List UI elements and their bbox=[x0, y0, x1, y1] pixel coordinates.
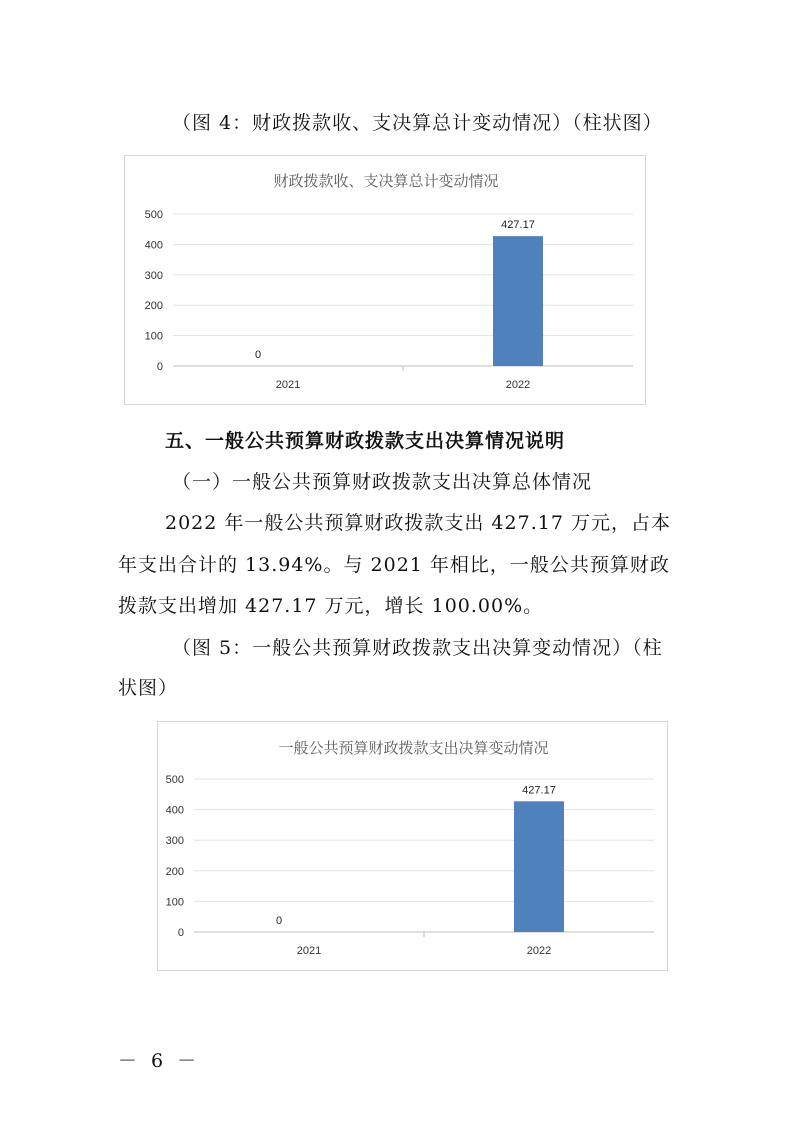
x-tick-label: 2021 bbox=[296, 945, 322, 957]
y-tick-label: 100 bbox=[165, 896, 184, 909]
y-tick-label: 100 bbox=[144, 330, 163, 343]
x-tick-label: 2021 bbox=[275, 379, 301, 391]
chart-1-svg bbox=[125, 156, 647, 406]
y-tick-label: 0 bbox=[156, 361, 163, 373]
figure-5-caption-line-1: （图 5：一般公共预算财政拨款支出决算变动情况）（柱 bbox=[172, 637, 663, 659]
section-5-heading: 五、一般公共预算财政拨款支出决算情况说明 bbox=[165, 430, 566, 452]
data-label: 427.17 bbox=[522, 784, 556, 797]
y-tick-label: 500 bbox=[165, 774, 184, 786]
page-number: － 6 － bbox=[118, 1050, 201, 1072]
x-tick-label: 2022 bbox=[526, 945, 552, 957]
data-label: 0 bbox=[254, 349, 262, 361]
chart-2-svg bbox=[158, 722, 669, 972]
chart-title: 一般公共预算财政拨款支出决算变动情况 bbox=[278, 739, 549, 757]
y-tick-label: 400 bbox=[144, 239, 163, 252]
x-tick-label: 2022 bbox=[505, 379, 531, 391]
figure-5-caption-line-2: 状图） bbox=[118, 677, 179, 699]
paragraph-line-3: 拨款支出增加 427.17 万元，增长 100.00%。 bbox=[118, 595, 544, 617]
figure-4-caption: （图 4：财政拨款收、支决算总计变动情况）（柱状图） bbox=[172, 112, 663, 134]
chart-title: 财政拨款收、支决算总计变动情况 bbox=[273, 172, 499, 190]
y-tick-label: 300 bbox=[144, 269, 163, 282]
y-tick-label: 300 bbox=[165, 835, 184, 848]
y-tick-label: 200 bbox=[144, 300, 163, 313]
data-label: 0 bbox=[275, 915, 283, 927]
y-tick-label: 200 bbox=[165, 865, 184, 878]
y-tick-label: 500 bbox=[144, 209, 163, 221]
paragraph-line-2: 年支出合计的 13.94%。与 2021 年相比，一般公共预算财政 bbox=[118, 554, 670, 576]
paragraph-line-1: 2022 年一般公共预算财政拨款支出 427.17 万元，占本 bbox=[165, 512, 671, 534]
data-label: 427.17 bbox=[501, 219, 535, 232]
bar-2022 bbox=[493, 236, 543, 366]
bar-2022 bbox=[514, 801, 564, 932]
chart-1 bbox=[124, 155, 646, 405]
y-tick-label: 0 bbox=[177, 927, 184, 939]
chart-2 bbox=[157, 721, 668, 971]
y-tick-label: 400 bbox=[165, 804, 184, 817]
subsection-1-heading: （一）一般公共预算财政拨款支出决算总体情况 bbox=[172, 471, 593, 493]
